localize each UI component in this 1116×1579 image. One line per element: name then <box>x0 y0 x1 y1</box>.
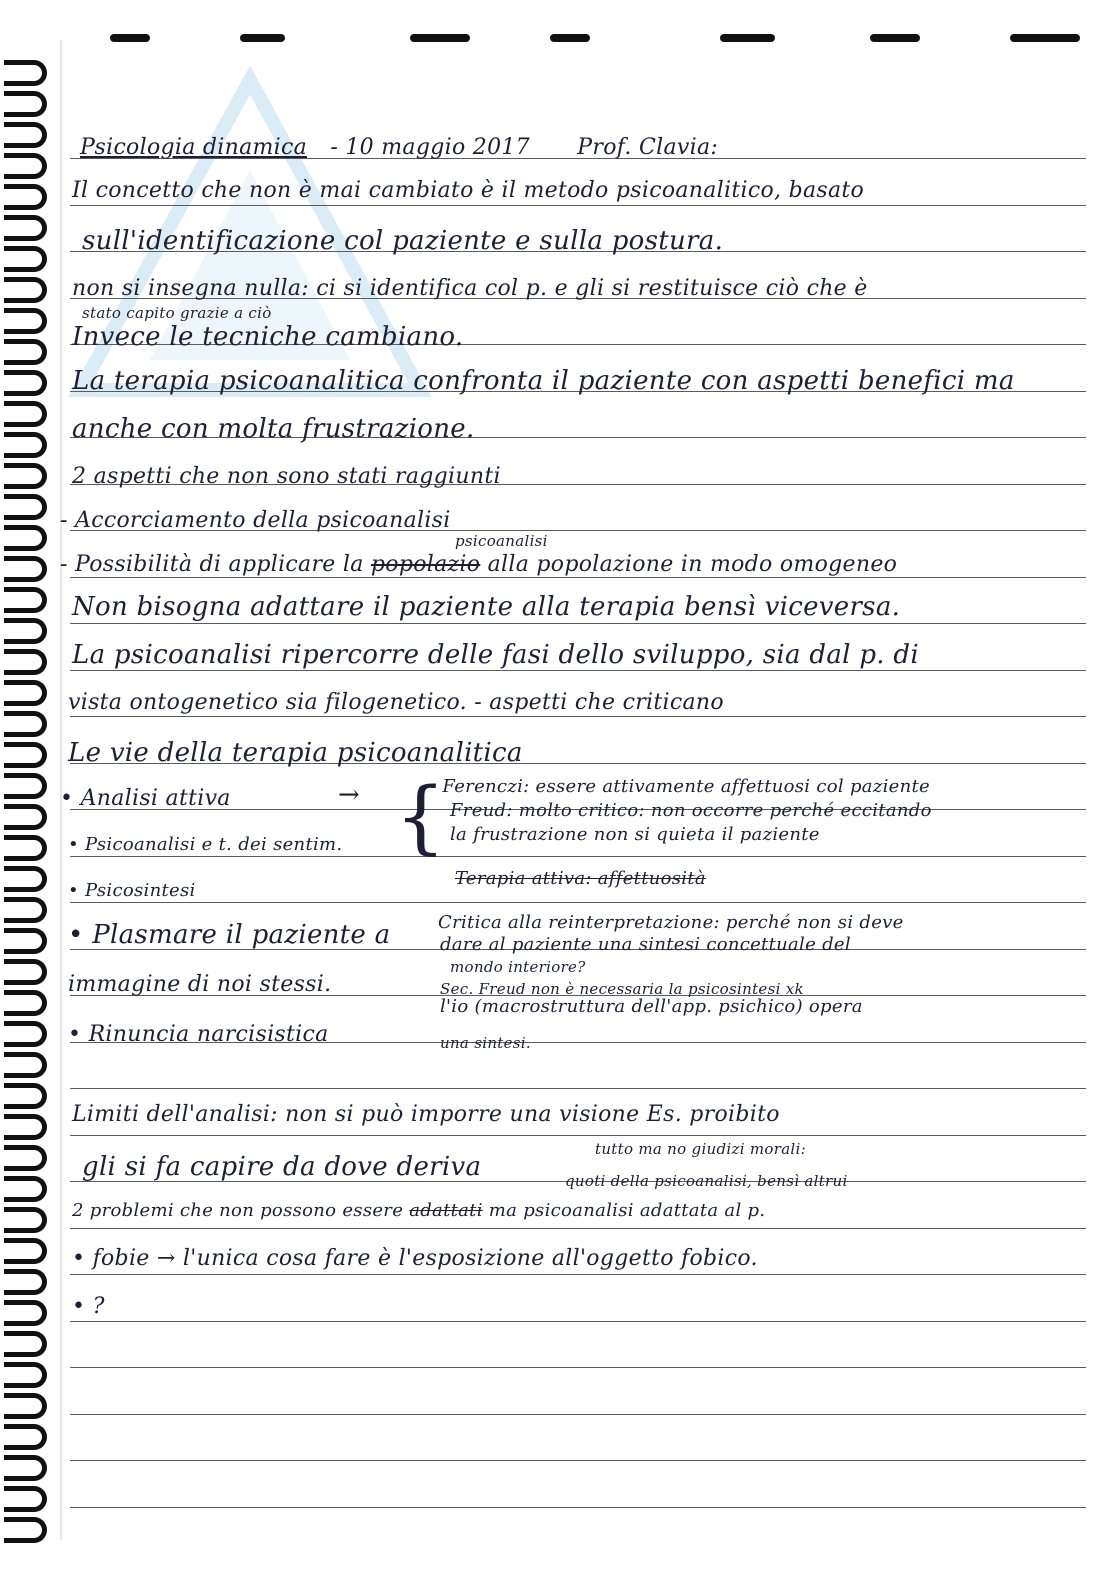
ruled-line <box>70 1507 1086 1508</box>
text-line: La psicoanalisi ripercorre delle fasi dello sviluppo, sia dal p. di <box>72 640 919 670</box>
annotation: stato capito grazie a ciò <box>82 304 272 322</box>
binding-ring <box>4 866 47 892</box>
ruled-line <box>70 716 1086 717</box>
binding-ring <box>4 60 47 86</box>
lecture-date: - 10 maggio 2017 <box>330 135 530 160</box>
binding-ring <box>4 1424 47 1450</box>
text-line: 2 aspetti che non sono stati raggiunti <box>72 464 501 489</box>
binding-ring <box>4 184 47 210</box>
binding-ring <box>4 1207 47 1233</box>
spiral-binding <box>0 40 50 1540</box>
binding-ring <box>4 897 47 923</box>
binding-ring <box>4 339 47 365</box>
note-line: - Ferenczi: essere attivamente affettuosi col paziente <box>430 776 930 797</box>
note-line: Critica alla reinterpretazione: perché non si deve <box>438 912 904 933</box>
ruled-line <box>70 670 1086 671</box>
list-item: • Analisi attiva <box>60 786 231 811</box>
text-line <box>60 552 897 577</box>
binding-ring <box>4 990 47 1016</box>
struck-text: Terapia attiva: affettuosità <box>455 868 706 889</box>
text-segment: ma psicoanalisi adattata al p. <box>482 1200 766 1221</box>
list-item: • Rinuncia narcisistica <box>68 1022 329 1047</box>
binding-ring <box>4 463 47 489</box>
note-line: Freud: molto critico: non occorre perché eccitando <box>450 800 932 821</box>
binding-ring <box>4 525 47 551</box>
binding-ring <box>4 1393 47 1419</box>
list-item: immagine di noi stessi. <box>68 972 332 997</box>
binding-ring <box>4 928 47 954</box>
binding-ring <box>4 1021 47 1047</box>
ruled-line <box>70 1228 1086 1229</box>
binding-ring <box>4 587 47 613</box>
ruled-line <box>70 1460 1086 1461</box>
note-line: l'io (macrostruttura dell'app. psichico) opera <box>440 996 863 1017</box>
binding-ring <box>4 711 47 737</box>
binding-ring <box>4 1269 47 1295</box>
binding-ring <box>4 1083 47 1109</box>
binding-ring <box>4 122 47 148</box>
annotation: psicoanalisi <box>455 532 548 550</box>
text-segment: 2 problemi che non possono essere <box>72 1200 410 1221</box>
header-line <box>80 135 718 160</box>
ruled-line <box>70 1367 1086 1368</box>
binding-ring <box>4 649 47 675</box>
binding-ring <box>4 246 47 272</box>
binding-ring <box>4 1455 47 1481</box>
binding-ring <box>4 1176 47 1202</box>
binding-ring <box>4 153 47 179</box>
text-line: Invece le tecniche cambiano. <box>72 322 464 352</box>
binding-ring <box>4 1331 47 1357</box>
binding-ring <box>4 1145 47 1171</box>
note-line: una sintesi. <box>440 1034 531 1052</box>
list-item: • ? <box>72 1294 105 1319</box>
text-line: Limiti dell'analisi: non si può imporre una visione Es. proibito <box>72 1102 780 1127</box>
ruled-line <box>70 1321 1086 1322</box>
binding-ring <box>4 432 47 458</box>
binding-ring <box>4 835 47 861</box>
binding-ring <box>4 494 47 520</box>
subject-title: Psicologia dinamica <box>80 135 308 160</box>
annotation: quoti della psicoanalisi, bensì altrui <box>565 1172 848 1190</box>
binding-ring <box>4 308 47 334</box>
binding-ring <box>4 401 47 427</box>
binding-ring <box>4 680 47 706</box>
text-line: gli si fa capire da dove deriva <box>82 1152 482 1182</box>
note-line: mondo interiore? <box>450 958 586 976</box>
text-segment: alla popolazione in modo omogeneo <box>480 552 898 577</box>
page-top-edge <box>30 28 1116 50</box>
binding-ring <box>4 1052 47 1078</box>
binding-ring <box>4 277 47 303</box>
list-item: • fobie → l'unica cosa fare è l'esposizione all'oggetto fobico. <box>72 1246 758 1271</box>
binding-ring <box>4 1362 47 1388</box>
text-line: vista ontogenetico sia filogenetico. - aspetti che criticano <box>68 690 724 715</box>
text-line: - Accorciamento della psicoanalisi <box>60 508 451 533</box>
text-line <box>72 1200 765 1221</box>
ruled-line <box>70 1274 1086 1275</box>
text-segment: - Possibilità di applicare la <box>60 552 371 577</box>
ruled-line <box>70 205 1086 206</box>
annotation: tutto ma no giudizi morali: <box>595 1140 806 1158</box>
binding-ring <box>4 618 47 644</box>
text-line: non si insegna nulla: ci si identifica col p. e gli si restituisce ciò che è <box>72 276 868 301</box>
struck-text: popolazio <box>370 552 481 577</box>
binding-ring <box>4 1486 47 1512</box>
struck-text: adattati <box>409 1200 483 1221</box>
list-item: • Plasmare il paziente a <box>68 920 391 950</box>
note-line: la frustrazione non si quieta il paziente <box>450 824 820 845</box>
text-line: anche con molta frustrazione. <box>72 414 475 444</box>
binding-ring <box>4 1114 47 1140</box>
binding-ring <box>4 215 47 241</box>
binding-ring <box>4 1517 47 1543</box>
ruled-line <box>70 623 1086 624</box>
ruled-line <box>70 577 1086 578</box>
binding-ring <box>4 91 47 117</box>
text-line: Il concetto che non è mai cambiato è il metodo psicoanalitico, basato <box>72 178 865 203</box>
text-line: Le vie della terapia psicoanalitica <box>68 738 523 768</box>
brace-icon: { <box>395 770 446 863</box>
binding-ring <box>4 742 47 768</box>
list-item: • Psicoanalisi e t. dei sentim. <box>68 834 343 855</box>
text-line: Non bisogna adattare il paziente alla terapia bensì viceversa. <box>72 592 901 622</box>
ruled-line <box>70 902 1086 903</box>
ruled-line <box>70 1088 1086 1089</box>
binding-ring <box>4 1238 47 1264</box>
text-line: sull'identificazione col paziente e sulla postura. <box>82 226 724 256</box>
note-line: Sec. Freud non è necessaria la psicosintesi xk <box>440 980 804 998</box>
binding-ring <box>4 773 47 799</box>
binding-ring <box>4 370 47 396</box>
text-line: La terapia psicoanalitica confronta il paziente con aspetti benefici ma <box>72 366 1015 396</box>
note-line: dare al paziente una sintesi concettuale del <box>440 934 851 955</box>
arrow-icon: → <box>338 780 361 810</box>
ruled-line <box>70 1414 1086 1415</box>
binding-ring <box>4 1300 47 1326</box>
ruled-line <box>70 856 1086 857</box>
binding-ring <box>4 804 47 830</box>
list-item: • Psicosintesi <box>68 880 196 901</box>
ruled-line <box>70 1135 1086 1136</box>
binding-ring <box>4 556 47 582</box>
professor-name: Prof. Clavia: <box>577 135 719 160</box>
binding-ring <box>4 959 47 985</box>
